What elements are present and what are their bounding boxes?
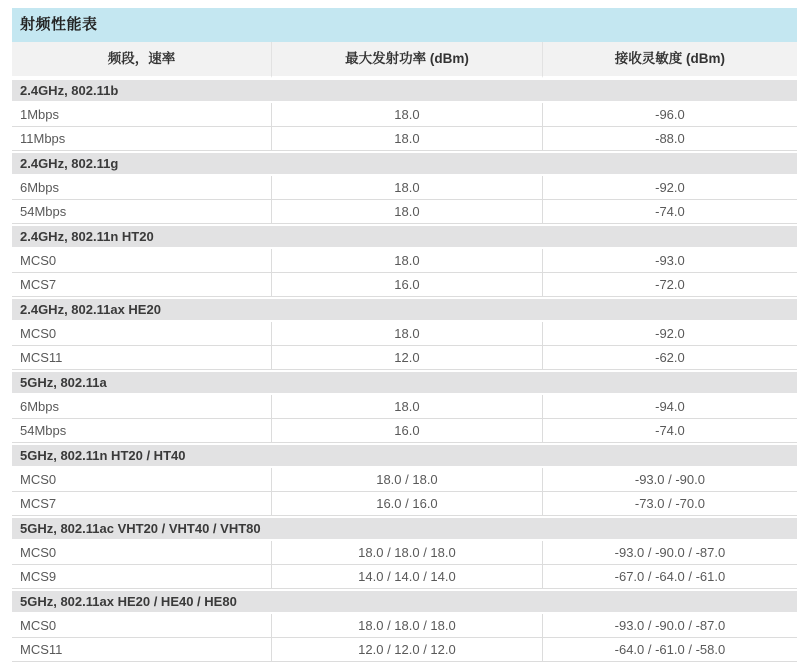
section-row bbox=[12, 516, 797, 541]
column-header-max-tx-power: 最大发射功率 (dBm) bbox=[271, 42, 542, 78]
tx-power-cell: 16.0 bbox=[271, 419, 542, 443]
rate-cell: MCS0 bbox=[12, 468, 271, 492]
tx-power-cell: 18.0 / 18.0 / 18.0 bbox=[271, 614, 542, 638]
table-row bbox=[12, 127, 797, 151]
table-row bbox=[12, 103, 797, 127]
table-row bbox=[12, 249, 797, 273]
rate-cell: 11Mbps bbox=[12, 127, 271, 151]
rx-sensitivity-cell: -67.0 / -64.0 / -61.0 bbox=[542, 565, 797, 589]
rate-cell: 1Mbps bbox=[12, 103, 271, 127]
section-row bbox=[12, 443, 797, 468]
tx-power-cell: 18.0 bbox=[271, 395, 542, 419]
table-row bbox=[12, 419, 797, 443]
section-row bbox=[12, 370, 797, 395]
table-row bbox=[12, 565, 797, 589]
rx-sensitivity-cell: -73.0 / -70.0 bbox=[542, 492, 797, 516]
rx-sensitivity-cell: -64.0 / -61.0 / -58.0 bbox=[542, 638, 797, 662]
header-row bbox=[12, 42, 797, 78]
rx-sensitivity-cell: -92.0 bbox=[542, 322, 797, 346]
rate-cell: MCS11 bbox=[12, 346, 271, 370]
rx-sensitivity-cell: -92.0 bbox=[542, 176, 797, 200]
tx-power-cell: 12.0 bbox=[271, 346, 542, 370]
rate-cell: MCS7 bbox=[12, 273, 271, 297]
rx-sensitivity-cell: -93.0 / -90.0 / -87.0 bbox=[542, 541, 797, 565]
rx-sensitivity-cell: -88.0 bbox=[542, 127, 797, 151]
tx-power-cell: 16.0 / 16.0 bbox=[271, 492, 542, 516]
tx-power-cell: 18.0 bbox=[271, 103, 542, 127]
rate-cell: MCS0 bbox=[12, 322, 271, 346]
table-row bbox=[12, 346, 797, 370]
table-body bbox=[12, 78, 797, 662]
table-row bbox=[12, 176, 797, 200]
rate-cell: 6Mbps bbox=[12, 176, 271, 200]
tx-power-cell: 18.0 bbox=[271, 249, 542, 273]
tx-power-cell: 16.0 bbox=[271, 273, 542, 297]
section-label: 5GHz, 802.11n HT20 / HT40 bbox=[12, 443, 797, 468]
tx-power-cell: 18.0 bbox=[271, 176, 542, 200]
table-row bbox=[12, 614, 797, 638]
rx-sensitivity-cell: -93.0 / -90.0 bbox=[542, 468, 797, 492]
table-row bbox=[12, 273, 797, 297]
table-row bbox=[12, 541, 797, 565]
table-row bbox=[12, 200, 797, 224]
section-label: 2.4GHz, 802.11ax HE20 bbox=[12, 297, 797, 322]
section-label: 2.4GHz, 802.11b bbox=[12, 78, 797, 103]
table-row bbox=[12, 638, 797, 662]
section-row bbox=[12, 224, 797, 249]
section-label: 5GHz, 802.11ax HE20 / HE40 / HE80 bbox=[12, 589, 797, 614]
tx-power-cell: 18.0 bbox=[271, 127, 542, 151]
section-label: 5GHz, 802.11ac VHT20 / VHT40 / VHT80 bbox=[12, 516, 797, 541]
rate-cell: MCS0 bbox=[12, 541, 271, 565]
rate-cell: MCS7 bbox=[12, 492, 271, 516]
tx-power-cell: 14.0 / 14.0 / 14.0 bbox=[271, 565, 542, 589]
rate-cell: 54Mbps bbox=[12, 419, 271, 443]
section-row bbox=[12, 78, 797, 103]
table-row bbox=[12, 395, 797, 419]
rate-cell: MCS9 bbox=[12, 565, 271, 589]
rx-sensitivity-cell: -96.0 bbox=[542, 103, 797, 127]
table-title: 射频性能表 bbox=[12, 8, 797, 42]
tx-power-cell: 18.0 bbox=[271, 200, 542, 224]
rate-cell: MCS0 bbox=[12, 614, 271, 638]
section-label: 5GHz, 802.11a bbox=[12, 370, 797, 395]
rate-cell: 6Mbps bbox=[12, 395, 271, 419]
rx-sensitivity-cell: -94.0 bbox=[542, 395, 797, 419]
tx-power-cell: 12.0 / 12.0 / 12.0 bbox=[271, 638, 542, 662]
rate-cell: 54Mbps bbox=[12, 200, 271, 224]
rx-sensitivity-cell: -93.0 / -90.0 / -87.0 bbox=[542, 614, 797, 638]
section-row bbox=[12, 589, 797, 614]
column-header-rx-sensitivity: 接收灵敏度 (dBm) bbox=[542, 42, 797, 78]
column-header-band-rate: 频段，速率 bbox=[12, 42, 271, 78]
section-label: 2.4GHz, 802.11n HT20 bbox=[12, 224, 797, 249]
table-row bbox=[12, 322, 797, 346]
rate-cell: MCS11 bbox=[12, 638, 271, 662]
rate-cell: MCS0 bbox=[12, 249, 271, 273]
rf-performance-table bbox=[12, 42, 797, 662]
tx-power-cell: 18.0 bbox=[271, 322, 542, 346]
rx-sensitivity-cell: -93.0 bbox=[542, 249, 797, 273]
section-label: 2.4GHz, 802.11g bbox=[12, 151, 797, 176]
rx-sensitivity-cell: -74.0 bbox=[542, 419, 797, 443]
rx-sensitivity-cell: -72.0 bbox=[542, 273, 797, 297]
table-row bbox=[12, 492, 797, 516]
section-row bbox=[12, 297, 797, 322]
tx-power-cell: 18.0 / 18.0 / 18.0 bbox=[271, 541, 542, 565]
tx-power-cell: 18.0 / 18.0 bbox=[271, 468, 542, 492]
table-row bbox=[12, 468, 797, 492]
rx-sensitivity-cell: -62.0 bbox=[542, 346, 797, 370]
section-row bbox=[12, 151, 797, 176]
rx-sensitivity-cell: -74.0 bbox=[542, 200, 797, 224]
